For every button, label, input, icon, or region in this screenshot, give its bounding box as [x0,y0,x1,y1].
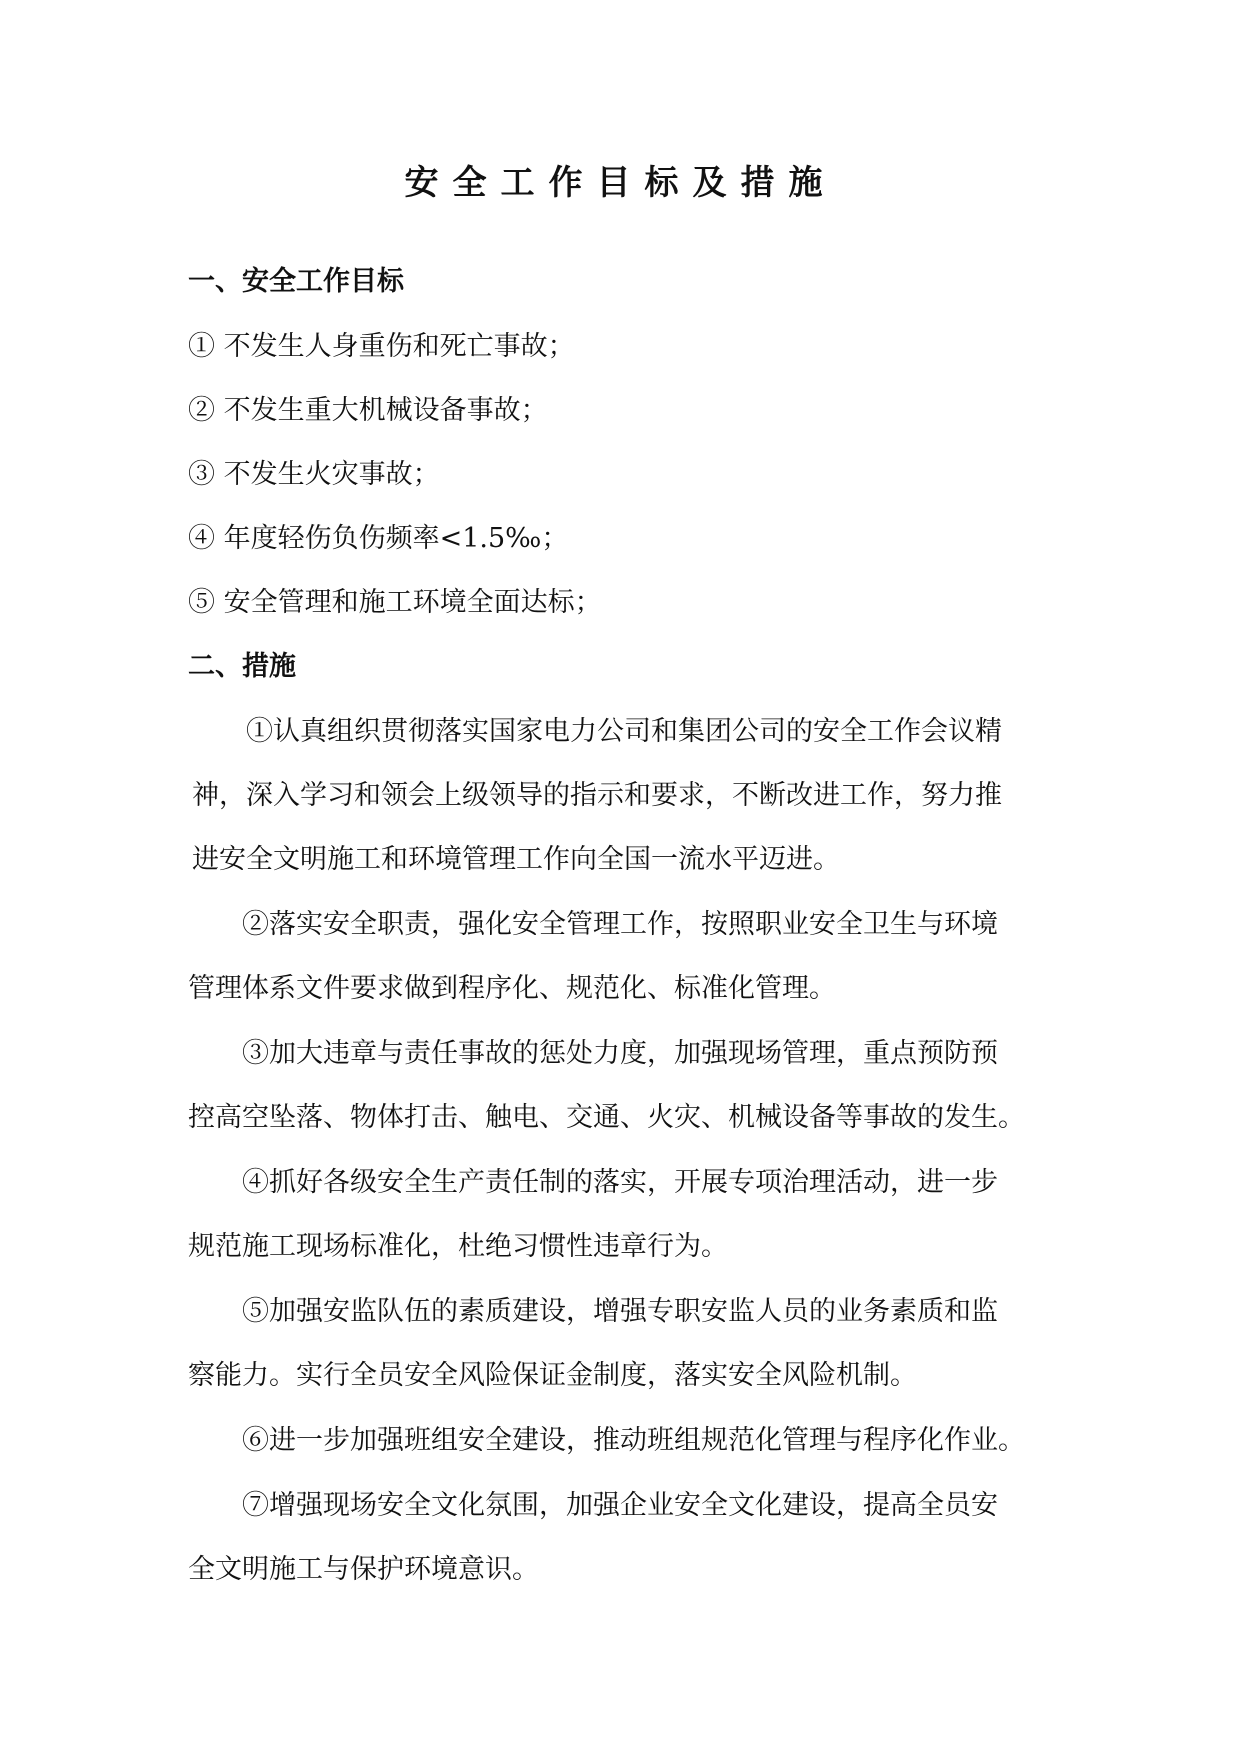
measure-7-line-2: 全文明施工与保护环境意识。 [188,1554,539,1585]
measure-2-line-1: ②落实安全职责，强化安全管理工作，按照职业安全卫生与环境 [242,909,998,940]
goals-heading: 一、安全工作目标 [188,266,404,297]
measures-heading: 二、措施 [188,651,296,682]
measure-5-line-2: 察能力。实行全员安全风险保证金制度，落实安全风险机制。 [188,1360,917,1391]
goal-item-4: ④ 年度轻伤负伤频率<1.5‰； [188,523,569,554]
measure-1-line-1: ①认真组织贯彻落实国家电力公司和集团公司的安全工作会议精 [246,716,1002,747]
measure-3-line-2: 控高空坠落、物体打击、触电、交通、火灾、机械设备等事故的发生。 [188,1102,1025,1133]
page-title: 安全工作目标及措施 [404,163,837,203]
measure-5-line-1: ⑤加强安监队伍的素质建设，增强专职安监人员的业务素质和监 [242,1296,998,1327]
goal-item-5: ⑤ 安全管理和施工环境全面达标； [188,587,602,618]
goal-item-3: ③ 不发生火灾事故； [188,459,440,490]
measure-4-line-2: 规范施工现场标准化，杜绝习惯性违章行为。 [188,1231,728,1262]
measure-4-line-1: ④抓好各级安全生产责任制的落实，开展专项治理活动，进一步 [242,1167,998,1198]
goal-item-1: ① 不发生人身重伤和死亡事故； [188,331,575,362]
measure-6-line-1: ⑥进一步加强班组安全建设，推动班组规范化管理与程序化作业。 [242,1425,1025,1456]
goal-item-2: ② 不发生重大机械设备事故； [188,395,548,426]
measure-2-line-2: 管理体系文件要求做到程序化、规范化、标准化管理。 [188,973,836,1004]
measure-1-line-3: 进安全文明施工和环境管理工作向全国一流水平迈进。 [192,844,840,875]
measure-1-line-2: 神，深入学习和领会上级领导的指示和要求，不断改进工作，努力推 [192,780,1002,811]
measure-7-line-1: ⑦增强现场安全文化氛围，加强企业安全文化建设，提高全员安 [242,1490,998,1521]
measure-3-line-1: ③加大违章与责任事故的惩处力度，加强现场管理，重点预防预 [242,1038,998,1069]
